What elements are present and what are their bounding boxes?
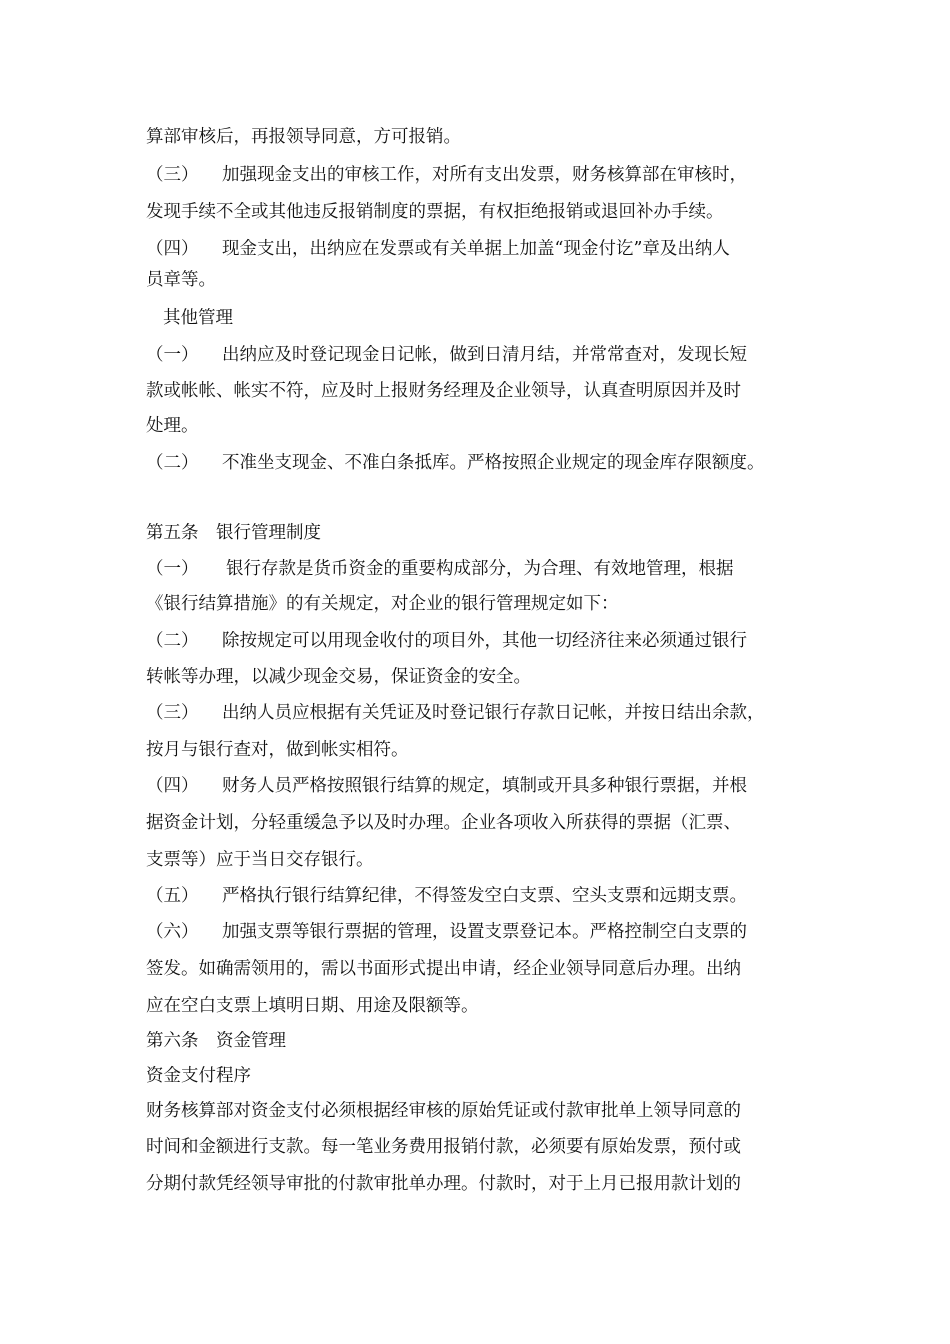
text-line: 支票等）应于当日交存银行。	[146, 850, 374, 870]
text-line: 据资金计划，分轻重缓急予以及时办理。企业各项收入所获得的票据（汇票、	[146, 813, 741, 833]
item-label: （五）	[146, 886, 199, 906]
text-line: 发现手续不全或其他违反报销制度的票据，有权拒绝报销或退回补办手续。	[146, 202, 724, 222]
item-label: （三）	[146, 703, 199, 723]
numbered-item: （六） 加强支票等银行票据的管理，设置支票登记本。严格控制空白支票的	[146, 922, 747, 942]
article-heading: 第六条 资金管理	[146, 1031, 286, 1051]
numbered-item: （三） 加强现金支出的审核工作，对所有支出发票，财务核算部在审核时，	[146, 165, 747, 185]
item-label: （三）	[146, 165, 199, 185]
item-label: （二）	[146, 631, 199, 651]
section-heading: 资金支付程序	[146, 1066, 251, 1086]
text-line: 签发。如确需领用的，需以书面形式提出申请，经企业领导同意后办理。出纳	[146, 959, 741, 979]
item-label: （二）	[146, 453, 199, 473]
text-line: 时间和金额进行支款。每一笔业务费用报销付款，必须要有原始发票，预付或	[146, 1137, 741, 1157]
numbered-item: （五） 严格执行银行结算纪律，不得签发空白支票、空头支票和远期支票。	[146, 886, 747, 906]
text-line: 财务核算部对资金支付必须根据经审核的原始凭证或付款审批单上领导同意的	[146, 1101, 741, 1121]
text-line: 转帐等办理，以减少现金交易，保证资金的安全。	[146, 667, 531, 687]
text-line: 按月与银行查对，做到帐实相符。	[146, 740, 409, 760]
item-label: （六）	[146, 922, 199, 942]
text-line: 员章等。	[146, 270, 216, 290]
numbered-item: （二） 不准坐支现金、不准白条抵库。严格按照企业规定的现金库存限额度。	[146, 453, 765, 473]
text-line: 《银行结算措施》的有关规定，对企业的银行管理规定如下：	[146, 594, 619, 614]
item-label: （四）	[146, 776, 199, 796]
text-line: 处理。	[146, 416, 199, 436]
text-line: 分期付款凭经领导审批的付款审批单办理。付款时，对于上月已报用款计划的	[146, 1174, 741, 1194]
numbered-item: （一） 银行存款是货币资金的重要构成部分，为合理、有效地管理，根据	[146, 559, 734, 579]
text-line: 款或帐帐、帐实不符，应及时上报财务经理及企业领导，认真查明原因并及时	[146, 381, 741, 401]
item-label: （四）	[146, 239, 199, 259]
numbered-item: （一） 出纳应及时登记现金日记帐，做到日清月结，并常常查对，发现长短	[146, 345, 747, 365]
section-heading: 其他管理	[163, 308, 233, 328]
text-line: 算部审核后，再报领导同意，方可报销。	[146, 127, 461, 147]
numbered-item: （四） 现金支出，出纳应在发票或有关单据上加盖“现金付讫”章及出纳人	[146, 239, 730, 259]
article-heading: 第五条 银行管理制度	[146, 523, 321, 543]
text-line: 应在空白支票上填明日期、用途及限额等。	[146, 996, 479, 1016]
item-label: （一）	[146, 559, 199, 579]
numbered-item: （四） 财务人员严格按照银行结算的规定，填制或开具多种银行票据，并根	[146, 776, 747, 796]
numbered-item: （三） 出纳人员应根据有关凭证及时登记银行存款日记帐，并按日结出余款，	[146, 703, 765, 723]
item-label: （一）	[146, 345, 199, 365]
numbered-item: （二） 除按规定可以用现金收付的项目外，其他一切经济往来必须通过银行	[146, 631, 747, 651]
